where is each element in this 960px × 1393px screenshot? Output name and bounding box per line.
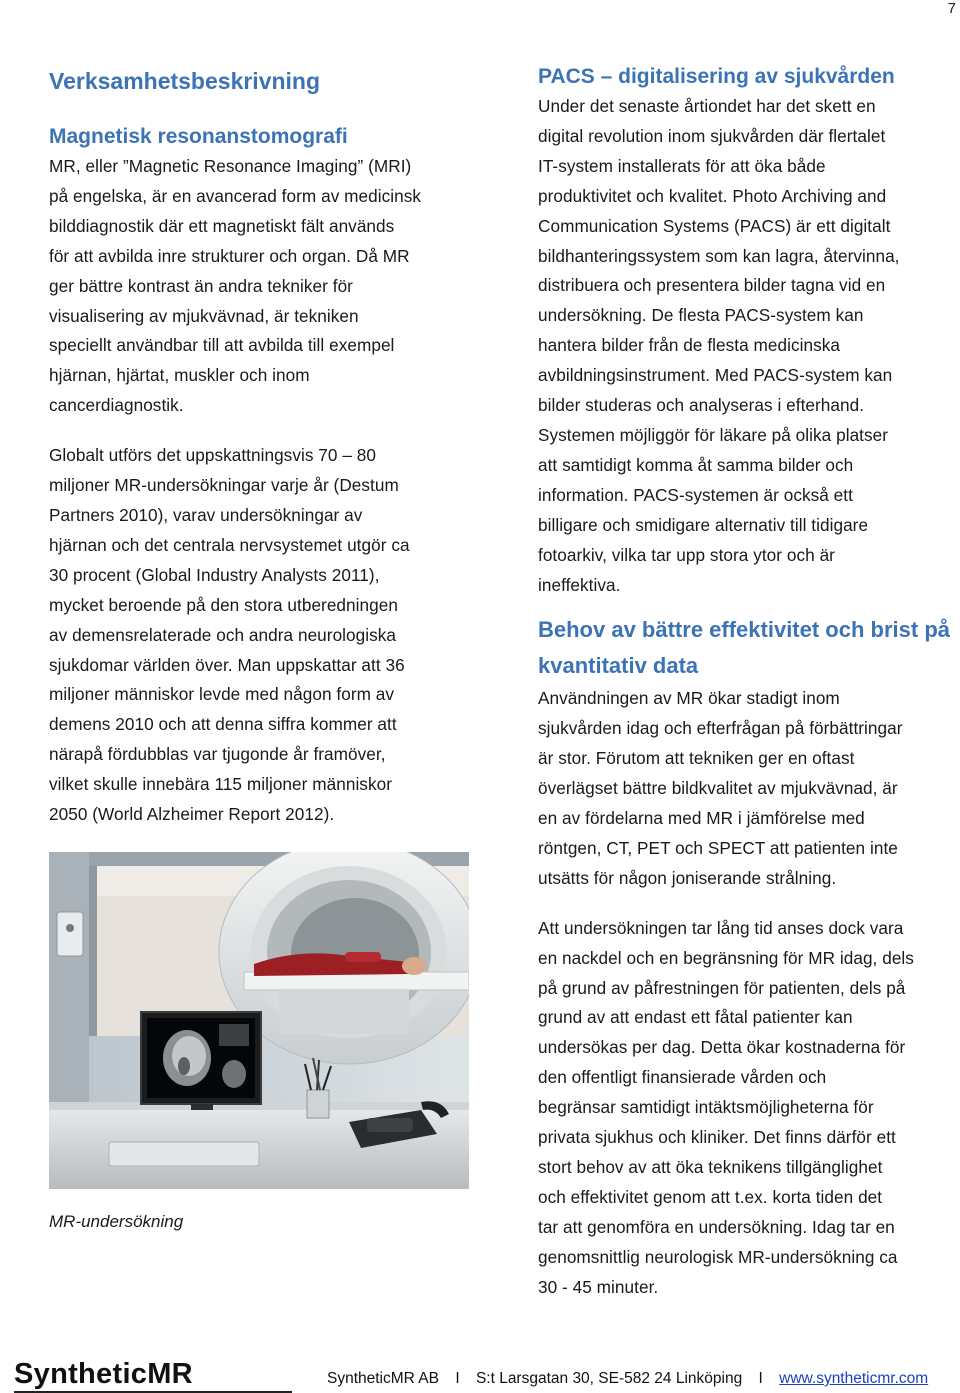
text-line: IT-system installerats för att öka både <box>538 155 826 176</box>
text-line: bilder studeras och analyseras i efterhand. <box>538 395 865 416</box>
text-line: bildhanteringssystem som kan lagra, återvinna, <box>538 245 900 266</box>
text-line: visualisering av mjukvävnad, är tekniken <box>49 305 359 326</box>
website-link[interactable]: www.syntheticmr.com <box>779 1370 929 1387</box>
paragraph-exam-duration <box>538 914 958 1303</box>
text-line: grund av att endast ett fåtal patienter kan <box>538 1007 853 1028</box>
text-line: genomsnittlig neurologisk MR-undersökning ca <box>538 1246 898 1267</box>
heading-line: Behov av bättre effektivitet och brist på <box>538 617 950 643</box>
text-line: är stor. Förutom att tekniken ger en oftast <box>538 748 855 769</box>
left-column <box>49 62 469 830</box>
text-line: distribuera och presentera bilder tagna vid en <box>538 275 886 296</box>
text-line: produktivitet och kvalitet. Photo Archiving and <box>538 185 887 206</box>
heading-line: kvantitativ data <box>538 653 699 679</box>
text-line: sjukvården idag och efterfrågan på förbättringar <box>538 718 903 739</box>
company-logo: SyntheticMR <box>14 1358 193 1390</box>
text-line: Att undersökningen tar lång tid anses dock vara <box>538 917 904 938</box>
footer-contact <box>327 1370 928 1388</box>
text-line: röntgen, CT, PET och SPECT att patienten inte <box>538 837 898 858</box>
text-line: billigare och smidigare alternativ till tidigare <box>538 514 869 535</box>
text-line: den offentligt finansierade vården och <box>538 1067 827 1088</box>
text-line: Communication Systems (PACS) är ett digitalt <box>538 215 891 236</box>
text-line: 30 procent (Global Industry Analysts 2011), <box>49 564 380 585</box>
right-column <box>538 62 958 1303</box>
text-line: privata sjukhus och kliniker. Det finns därför ett <box>538 1127 896 1148</box>
text-line: vilket skulle innebära 115 miljoner människor <box>49 774 392 795</box>
text-line: Globalt utförs det uppskattningsvis 70 – 80 <box>49 445 376 466</box>
footer-separator: I <box>455 1370 460 1387</box>
text-line: Under det senaste årtiondet har det skett en <box>538 96 876 116</box>
paragraph-mr-intro <box>49 152 469 421</box>
photo-caption: MR-undersökning <box>49 1212 184 1231</box>
page-number: 7 <box>947 0 956 17</box>
paragraph-pacs <box>538 92 958 600</box>
text-line: speciellt användbar till att avbilda till exempel <box>49 335 395 356</box>
document-title: Verksamhetsbeskrivning <box>49 68 321 94</box>
company-address: S:t Larsgatan 30, SE-582 24 Linköping <box>475 1370 743 1387</box>
text-line: stort behov av att öka teknikens tillgänglighet <box>538 1157 883 1177</box>
text-line: en nackdel och en begränsning för MR idag, dels <box>538 947 914 968</box>
paragraph-mr-statistics <box>49 441 469 830</box>
text-line: för att avbilda inre strukturer och organ. Då MR <box>49 245 410 266</box>
text-line: miljoner människor levde med någon form av <box>49 684 395 705</box>
text-line: cancerdiagnostik. <box>49 395 184 416</box>
section-heading-pacs: PACS – digitalisering av sjukvården <box>538 65 895 88</box>
paragraph-mr-usage <box>538 684 958 893</box>
text-line: Partners 2010), varav undersökningar av <box>49 504 363 525</box>
text-line: 2050 (World Alzheimer Report 2012). <box>49 804 335 825</box>
text-line: en av fördelarna med MR i jämförelse med <box>538 808 865 829</box>
section-heading-mr: Magnetisk resonanstomografi <box>49 125 348 148</box>
text-line: hjärnan och det centrala nervsystemet utgör ca <box>49 534 410 555</box>
text-line: bilddiagnostik där ett magnetiskt fält används <box>49 215 395 236</box>
mr-scene-illustration <box>49 852 469 1189</box>
text-line: överlägset bättre bildkvalitet av mjukvävnad, är <box>538 778 898 799</box>
page-footer <box>0 1350 960 1391</box>
text-line: mycket beroende på den stora utberedningen <box>49 594 398 615</box>
text-line: demens 2010 och att denna siffra kommer att <box>49 714 397 735</box>
text-line: avbildningsinstrument. Med PACS-system kan <box>538 365 893 386</box>
company-name: SyntheticMR AB <box>327 1370 439 1387</box>
text-line: undersökning. De flesta PACS-system kan <box>538 305 864 326</box>
text-line: att samtidigt komma åt samma bilder och <box>538 454 854 475</box>
text-line: Systemen möjliggör för läkare på olika platser <box>538 424 889 445</box>
text-line: miljoner MR-undersökningar varje år (Destum <box>49 475 399 496</box>
text-line: på grund av påfrestningen för patienten, dels på <box>538 977 906 998</box>
text-line: 30 - 45 minuter. <box>538 1276 659 1297</box>
text-line: hjärnan, hjärtat, muskler och inom <box>49 365 310 386</box>
text-line: utsätts för någon joniserande strålning. <box>538 867 837 888</box>
text-line: information. PACS-systemen är också ett <box>538 484 853 505</box>
text-line: ineffektiva. <box>538 574 621 595</box>
text-line: Användningen av MR ökar stadigt inom <box>538 688 840 709</box>
text-line: närapå fördubblas var tjugonde år framöver, <box>49 744 386 765</box>
text-line: digital revolution inom sjukvården där flertalet <box>538 125 886 146</box>
text-line: ger bättre kontrast än andra tekniker för <box>49 275 353 296</box>
section-heading-efficiency <box>538 612 958 684</box>
text-line: av demensrelaterade och andra neurologiska <box>49 624 397 645</box>
text-line: hantera bilder från de flesta medicinska <box>538 335 840 356</box>
text-line: MR, eller ”Magnetic Resonance Imaging” (MRI) <box>49 156 412 176</box>
text-line: undersökas per dag. Detta ökar kostnaderna för <box>538 1037 906 1058</box>
text-line: fotoarkiv, vilka tar upp stora ytor och är <box>538 544 835 565</box>
text-line: på engelska, är en avancerad form av medicinsk <box>49 185 422 206</box>
text-line: sjukdomar världen över. Man uppskattar att 36 <box>49 654 405 675</box>
text-line: och effektivitet genom att t.ex. korta tiden det <box>538 1186 883 1207</box>
text-line: tar att genomföra en undersökning. Idag tar en <box>538 1216 895 1237</box>
footer-separator: I <box>758 1370 763 1387</box>
text-line: begränsar samtidigt intäktsmöjligheterna för <box>538 1097 874 1118</box>
mr-examination-photo <box>49 852 469 1189</box>
